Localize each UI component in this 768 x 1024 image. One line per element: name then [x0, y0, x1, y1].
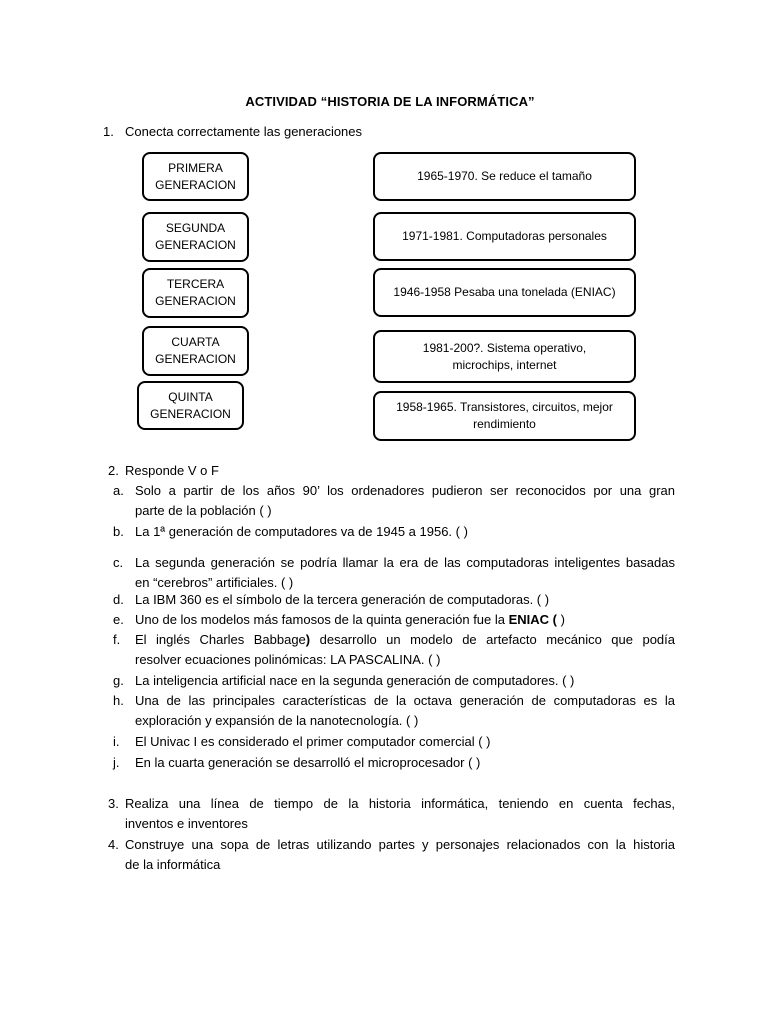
item-line: Solo a partir de los años 90’ los ordenadores pudieron ser reconocidos por una gran — [135, 483, 675, 498]
item-line: Una de las principales características de la octava generación de computadoras es la — [135, 693, 675, 708]
item-line: En la cuarta generación se desarrolló el microprocesador ( ) — [135, 755, 481, 770]
description-box-1 — [373, 152, 636, 201]
q2-item-h — [113, 691, 675, 731]
generation-box-tercera — [142, 268, 249, 318]
item-line: resolver ecuaciones polinómicas: LA PASCALINA. ( ) — [135, 652, 441, 667]
description-box-4 — [373, 330, 636, 383]
box-line: GENERACION — [150, 406, 231, 421]
box-line: 1946-1958 Pesaba una tonelada (ENIAC) — [393, 285, 616, 299]
q2-item-b — [113, 522, 675, 542]
item-line: exploración y expansión de la nanotecnología. ( ) — [135, 713, 419, 728]
box-line: rendimiento — [473, 417, 536, 431]
item-line: en “cerebros” artificiales. ( ) — [135, 575, 294, 590]
item-line — [135, 630, 675, 650]
q2-item-d — [113, 590, 675, 610]
box-line: GENERACION — [155, 177, 236, 192]
box-line: microchips, internet — [452, 357, 557, 372]
description-box-2 — [373, 212, 636, 261]
generation-box-primera — [142, 152, 249, 201]
box-line: QUINTA — [168, 389, 213, 404]
q2-item-i — [113, 732, 675, 752]
item-letter: b. — [113, 524, 124, 539]
item-line: La 1ª generación de computadores va de 1945 a 1956. ( ) — [135, 524, 468, 539]
box-line: SEGUNDA — [165, 221, 226, 235]
q3-number: 3. — [108, 796, 119, 811]
item-text-bold: ) — [305, 632, 311, 647]
q2-item-j — [113, 753, 675, 773]
item-letter: h. — [113, 693, 124, 708]
item-text-bold: ENIAC ( — [508, 612, 558, 627]
item-letter: a. — [113, 483, 124, 498]
q2-text: Responde V o F — [125, 463, 219, 478]
q3-text — [103, 794, 675, 834]
q2-item-e — [113, 610, 675, 630]
item-line: El Univac I es considerado el primer computador comercial ( ) — [135, 734, 491, 749]
box-line: 1971-1981. Computadoras personales — [402, 229, 607, 243]
item-line: La IBM 360 es el símbolo de la tercera generación de computadoras. ( ) — [135, 592, 550, 607]
item-text: ) — [557, 612, 565, 627]
item-line — [135, 610, 675, 630]
generation-box-quinta — [137, 381, 244, 430]
q1-text: Conecta correctamente las generaciones — [125, 124, 363, 139]
item-line: La segunda generación se podría llamar la era de las computadoras inteligentes basadas — [135, 555, 675, 570]
item-line: inventos e inventores — [125, 816, 248, 831]
item-letter: c. — [113, 555, 124, 570]
box-line: GENERACION — [155, 294, 236, 308]
q2-item-g — [113, 671, 675, 691]
generation-box-cuarta — [142, 326, 249, 376]
q4-number: 4. — [108, 837, 119, 852]
box-line: CUARTA — [171, 335, 220, 349]
box-line: PRIMERA — [168, 160, 223, 175]
box-line: GENERACION — [155, 238, 236, 252]
item-line: de la informática — [125, 857, 221, 872]
item-letter: i. — [113, 734, 120, 749]
item-line: Realiza una línea de tiempo de la historia informática, teniendo en cuenta fechas, — [125, 796, 675, 811]
page-title: ACTIVIDAD “HISTORIA DE LA INFORMÁTICA” — [245, 94, 535, 109]
description-box-5 — [373, 391, 636, 441]
item-letter: e. — [113, 612, 124, 627]
item-letter: g. — [113, 673, 124, 688]
description-box-3 — [373, 268, 636, 317]
box-line: 1981-200?. Sistema operativo, — [422, 340, 587, 355]
q2-item-c — [113, 553, 675, 593]
q2-number: 2. — [108, 463, 119, 478]
item-text: Uno de los modelos más famosos de la quinta generación fue la — [135, 612, 509, 627]
box-line: GENERACION — [155, 352, 236, 366]
item-line: parte de la población ( ) — [135, 503, 272, 518]
item-letter: j. — [113, 755, 120, 770]
item-letter: f. — [113, 632, 121, 647]
q2-item-f — [113, 630, 675, 670]
item-line: Construye una sopa de letras utilizando partes y personajes relacionados con la historia — [125, 837, 675, 852]
box-line: 1958-1965. Transistores, circuitos, mejor — [396, 400, 613, 414]
q4-text — [103, 835, 675, 875]
q2-item-a — [113, 481, 675, 521]
generation-box-segunda — [142, 212, 249, 262]
box-line: TERCERA — [166, 277, 225, 291]
q1-number: 1. — [103, 124, 114, 139]
box-line: 1965-1970. Se reduce el tamaño — [417, 169, 592, 183]
item-letter: d. — [113, 592, 124, 607]
item-line: La inteligencia artificial nace en la segunda generación de computadores. ( ) — [135, 673, 575, 688]
item-text: El inglés Charles Babbage — [135, 632, 306, 647]
item-text: desarrollo un modelo de artefacto mecánico que podía — [310, 632, 675, 647]
